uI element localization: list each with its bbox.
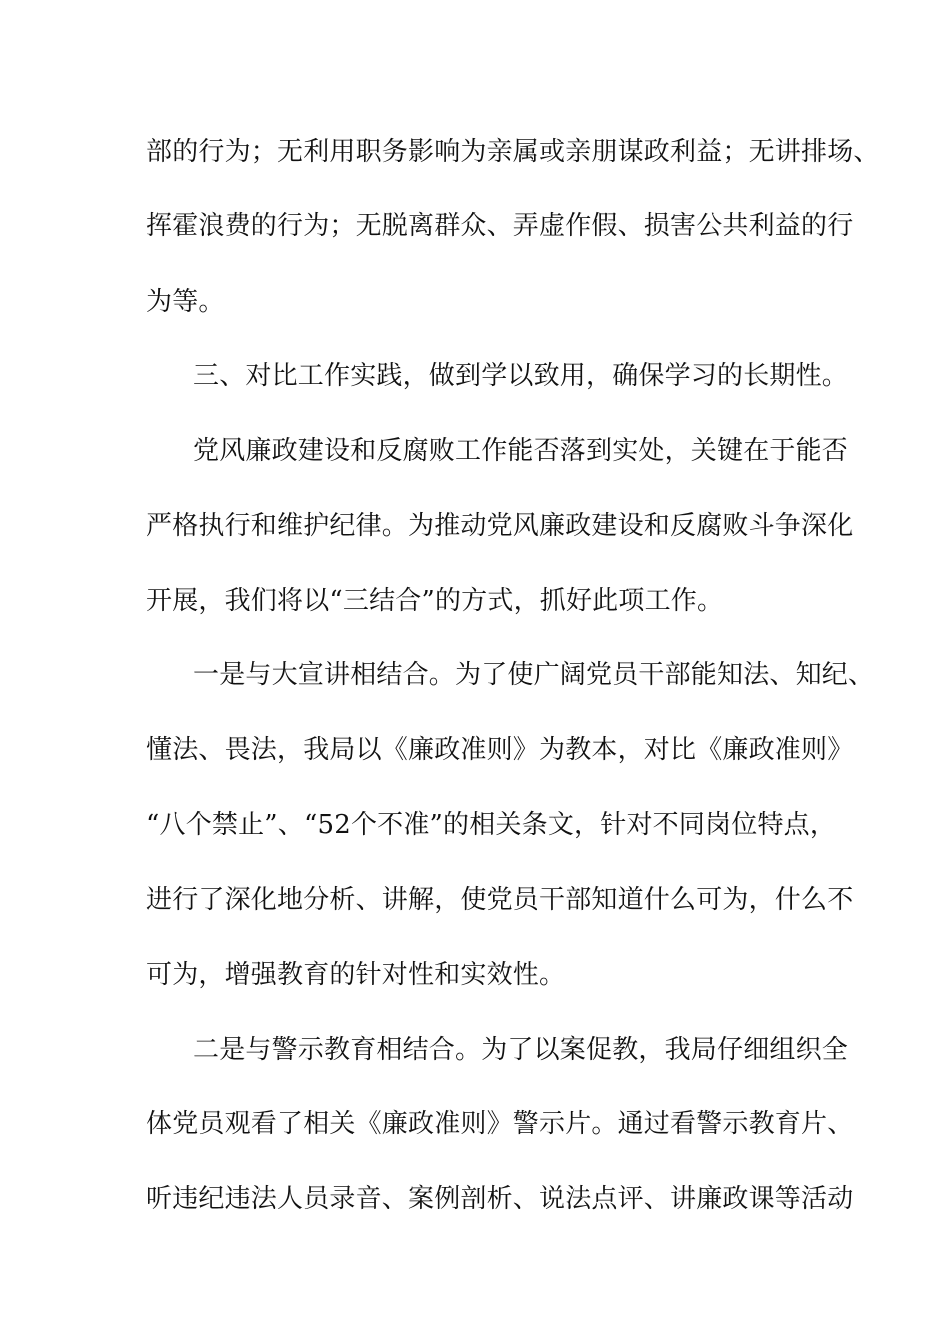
text-line: “八个禁止”、“52个不准”的相关条文，针对不同岗位特点， [146, 810, 837, 840]
text-line: 进行了深化地分析、讲解，使党员干部知道什么可为，什么不 [146, 885, 854, 915]
text-line: 体党员观看了相关《廉政准则》警示片。通过看警示教育片、 [146, 1109, 854, 1139]
text-line: 可为，增强教育的针对性和实效性。 [146, 960, 566, 990]
text-line: 听违纪违法人员录音、案例剖析、说法点评、讲廉政课等活动 [146, 1184, 854, 1214]
text-line: 严格执行和维护纪律。为推动党风廉政建设和反腐败斗争深化 [146, 511, 854, 541]
text-line: 党风廉政建设和反腐败工作能否落到实处，关键在于能否 [193, 436, 849, 466]
text-line: 懂法、畏法，我局以《廉政准则》为教本，对比《廉政准则》 [146, 735, 854, 765]
text-line: 部的行为；无利用职务影响为亲属或亲朋谋政利益；无讲排场、 [146, 137, 880, 167]
text-line: 开展，我们将以“三结合”的方式，抓好此项工作。 [146, 586, 724, 616]
text-line: 一是与大宣讲相结合。为了使广阔党员干部能知法、知纪、 [193, 660, 875, 690]
text-line: 挥霍浪费的行为；无脱离群众、弄虚作假、损害公共利益的行 [146, 211, 854, 241]
text-line: 二是与警示教育相结合。为了以案促教，我局仔细组织全 [193, 1035, 849, 1065]
section-heading: 三、对比工作实践，做到学以致用，确保学习的长期性。 [193, 361, 849, 391]
text-line: 为等。 [146, 287, 225, 317]
